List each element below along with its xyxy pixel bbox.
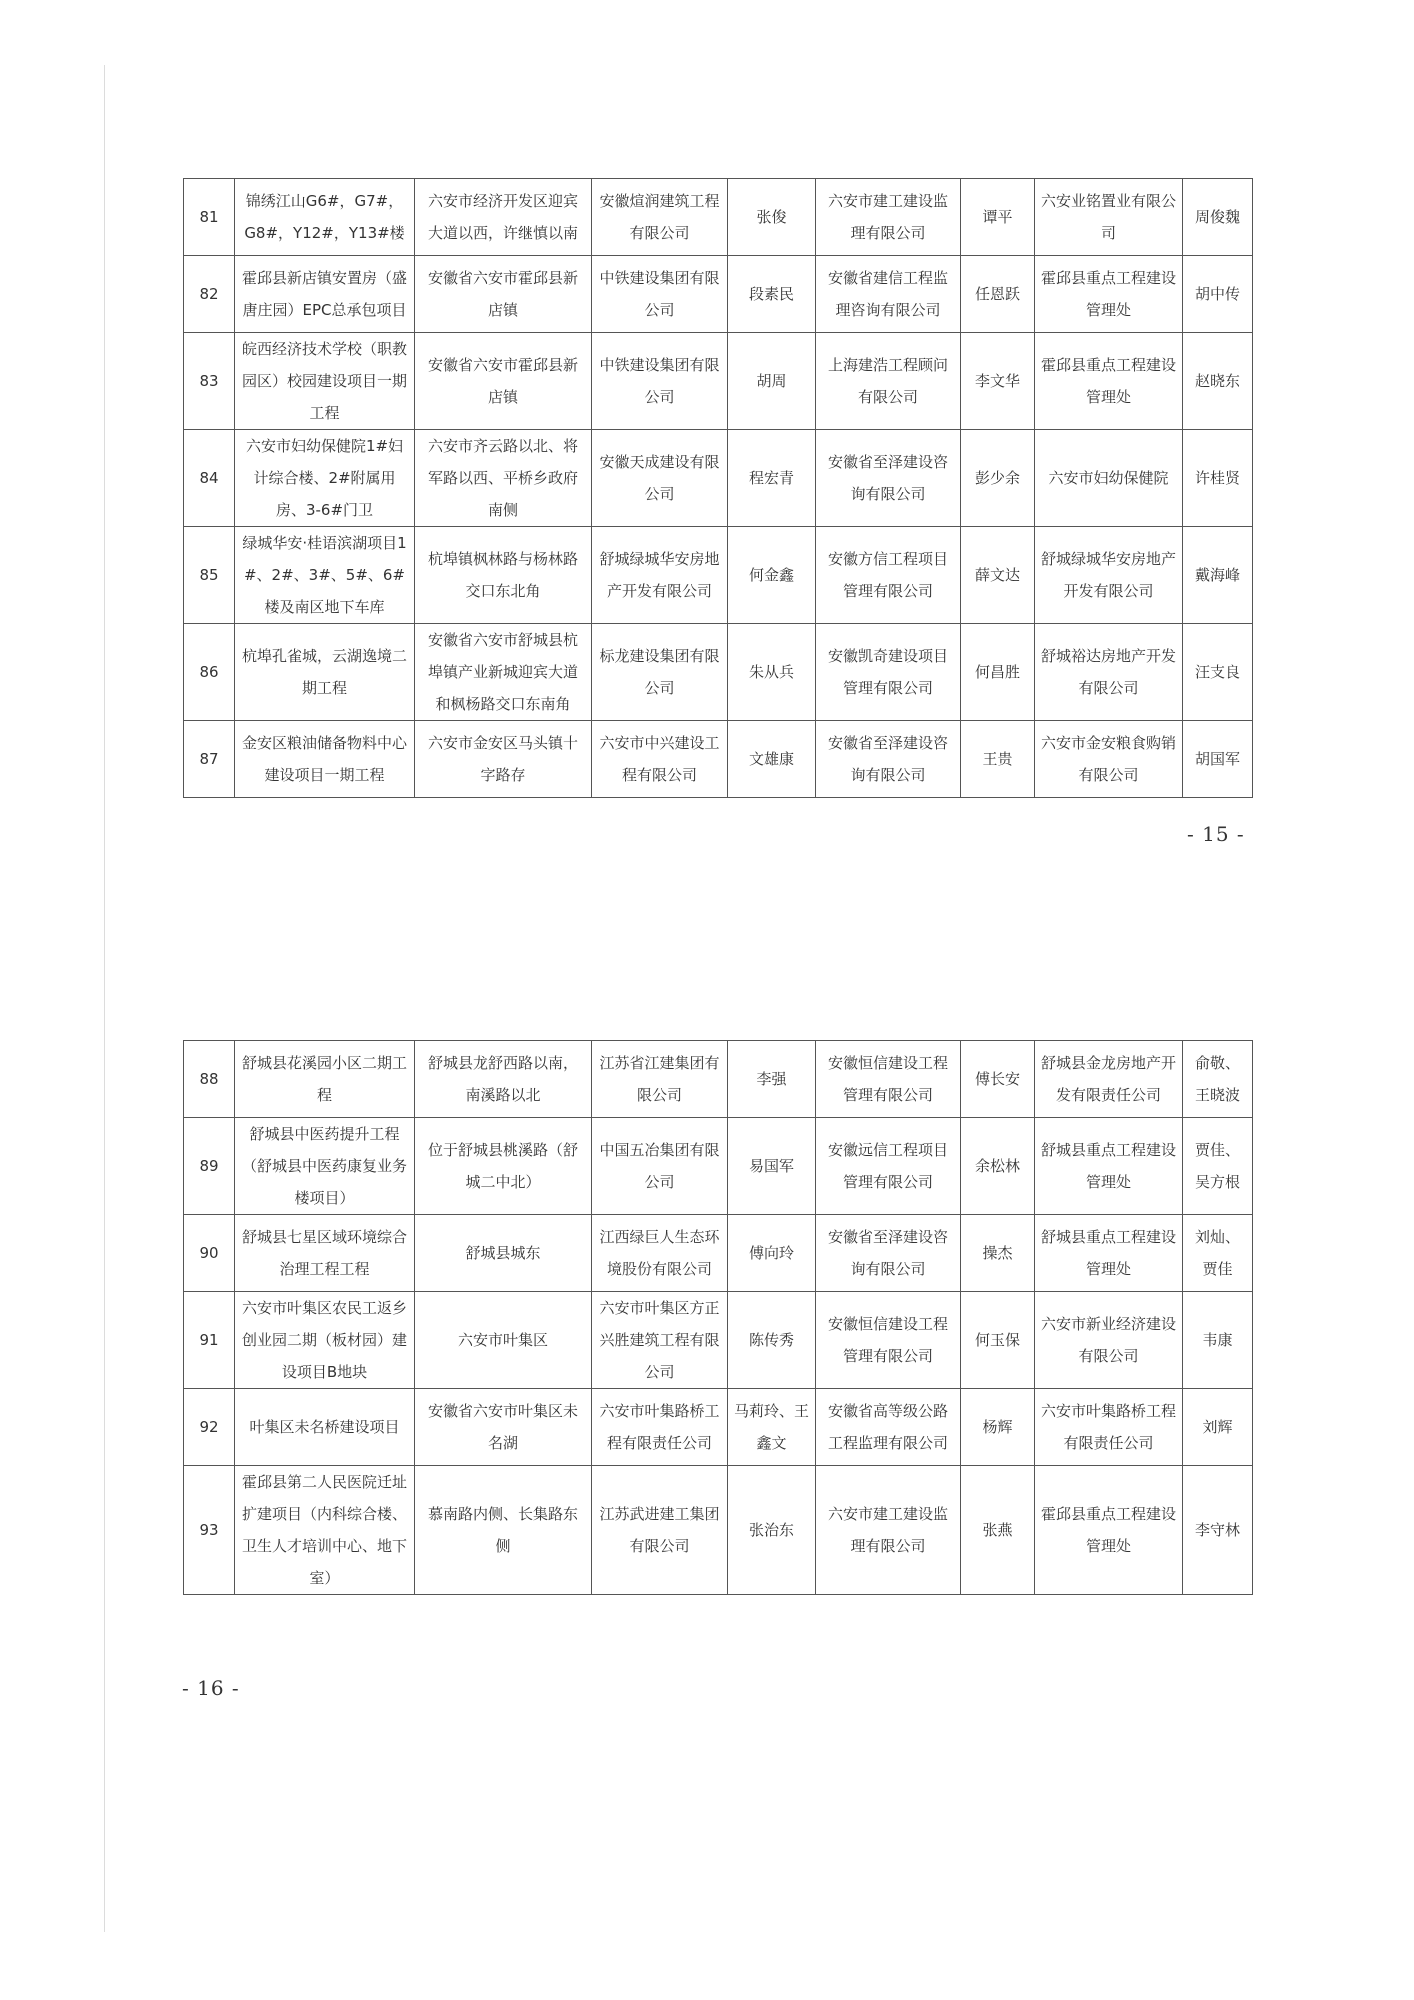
table-row	[184, 179, 1253, 256]
page-number: - 15 -	[1187, 822, 1245, 846]
chief-supervisor-cell: 王贵	[961, 721, 1035, 798]
location-cell: 舒城县龙舒西路以南，南溪路以北	[415, 1041, 592, 1118]
chief-supervisor-cell: 薛文达	[961, 527, 1035, 624]
owner-representative-cell: 赵晓东	[1183, 333, 1253, 430]
project-manager-cell: 易国军	[728, 1118, 816, 1215]
owner-unit-cell: 六安业铭置业有限公司	[1035, 179, 1183, 256]
chief-supervisor-cell: 操杰	[961, 1215, 1035, 1292]
project-name-cell: 锦绣江山G6#，G7#，G8#，Y12#，Y13#楼	[235, 179, 415, 256]
owner-unit-cell: 六安市金安粮食购销有限公司	[1035, 721, 1183, 798]
chief-supervisor-cell: 彭少余	[961, 430, 1035, 527]
project-name-cell: 皖西经济技术学校（职教园区）校园建设项目一期工程	[235, 333, 415, 430]
project-manager-cell: 陈传秀	[728, 1292, 816, 1389]
project-manager-cell: 何金鑫	[728, 527, 816, 624]
chief-supervisor-cell: 何昌胜	[961, 624, 1035, 721]
supervision-company-cell: 安徽省至泽建设咨询有限公司	[816, 721, 961, 798]
owner-unit-cell: 六安市妇幼保健院	[1035, 430, 1183, 527]
chief-supervisor-cell: 傅长安	[961, 1041, 1035, 1118]
project-name-cell: 杭埠孔雀城，云湖逸境二期工程	[235, 624, 415, 721]
construction-company-cell: 六安市叶集路桥工程有限责任公司	[592, 1389, 728, 1466]
project-manager-cell: 朱从兵	[728, 624, 816, 721]
project-manager-cell: 张治东	[728, 1466, 816, 1595]
table-row	[184, 624, 1253, 721]
owner-unit-cell: 六安市叶集路桥工程有限责任公司	[1035, 1389, 1183, 1466]
table-row	[184, 1215, 1253, 1292]
construction-company-cell: 六安市叶集区方正兴胜建筑工程有限公司	[592, 1292, 728, 1389]
location-cell: 六安市经济开发区迎宾大道以西，许继慎以南	[415, 179, 592, 256]
table-row	[184, 1118, 1253, 1215]
project-name-cell: 金安区粮油储备物料中心建设项目一期工程	[235, 721, 415, 798]
project-manager-cell: 张俊	[728, 179, 816, 256]
construction-company-cell: 江苏省江建集团有限公司	[592, 1041, 728, 1118]
row-number-cell: 92	[184, 1389, 235, 1466]
location-cell: 安徽省六安市霍邱县新店镇	[415, 333, 592, 430]
construction-company-cell: 舒城绿城华安房地产开发有限公司	[592, 527, 728, 624]
project-name-cell: 舒城县七星区域环境综合治理工程工程	[235, 1215, 415, 1292]
owner-representative-cell: 胡中传	[1183, 256, 1253, 333]
location-cell: 安徽省六安市叶集区未名湖	[415, 1389, 592, 1466]
location-cell: 六安市金安区马头镇十字路存	[415, 721, 592, 798]
chief-supervisor-cell: 张燕	[961, 1466, 1035, 1595]
location-cell: 六安市叶集区	[415, 1292, 592, 1389]
owner-representative-cell: 周俊魏	[1183, 179, 1253, 256]
chief-supervisor-cell: 何玉保	[961, 1292, 1035, 1389]
owner-unit-cell: 舒城县重点工程建设管理处	[1035, 1118, 1183, 1215]
chief-supervisor-cell: 余松林	[961, 1118, 1035, 1215]
owner-representative-cell: 胡国军	[1183, 721, 1253, 798]
project-name-cell: 舒城县花溪园小区二期工程	[235, 1041, 415, 1118]
row-number-cell: 89	[184, 1118, 235, 1215]
row-number-cell: 82	[184, 256, 235, 333]
owner-unit-cell: 六安市新业经济建设有限公司	[1035, 1292, 1183, 1389]
chief-supervisor-cell: 谭平	[961, 179, 1035, 256]
owner-representative-cell: 汪支良	[1183, 624, 1253, 721]
row-number-cell: 93	[184, 1466, 235, 1595]
owner-unit-cell: 舒城县重点工程建设管理处	[1035, 1215, 1183, 1292]
table-row	[184, 430, 1253, 527]
construction-company-cell: 六安市中兴建设工程有限公司	[592, 721, 728, 798]
supervision-company-cell: 六安市建工建设监理有限公司	[816, 1466, 961, 1595]
project-manager-cell: 马莉玲、王鑫文	[728, 1389, 816, 1466]
row-number-cell: 84	[184, 430, 235, 527]
row-number-cell: 87	[184, 721, 235, 798]
project-manager-cell: 程宏青	[728, 430, 816, 527]
project-name-cell: 舒城县中医药提升工程（舒城县中医药康复业务楼项目）	[235, 1118, 415, 1215]
table-row	[184, 1292, 1253, 1389]
project-table	[183, 178, 1253, 798]
project-table	[183, 1040, 1253, 1595]
construction-company-cell: 江西绿巨人生态环境股份有限公司	[592, 1215, 728, 1292]
margin-line	[104, 65, 105, 1000]
owner-unit-cell: 霍邱县重点工程建设管理处	[1035, 256, 1183, 333]
table-row	[184, 1466, 1253, 1595]
project-manager-cell: 胡周	[728, 333, 816, 430]
owner-unit-cell: 霍邱县重点工程建设管理处	[1035, 333, 1183, 430]
project-manager-cell: 段素民	[728, 256, 816, 333]
construction-company-cell: 中铁建设集团有限公司	[592, 256, 728, 333]
owner-representative-cell: 李守林	[1183, 1466, 1253, 1595]
owner-representative-cell: 戴海峰	[1183, 527, 1253, 624]
location-cell: 安徽省六安市舒城县杭埠镇产业新城迎宾大道和枫杨路交口东南角	[415, 624, 592, 721]
supervision-company-cell: 安徽恒信建设工程管理有限公司	[816, 1041, 961, 1118]
project-name-cell: 霍邱县新店镇安置房（盛唐庄园）EPC总承包项目	[235, 256, 415, 333]
supervision-company-cell: 安徽方信工程项目管理有限公司	[816, 527, 961, 624]
table-row	[184, 527, 1253, 624]
supervision-company-cell: 安徽远信工程项目管理有限公司	[816, 1118, 961, 1215]
chief-supervisor-cell: 李文华	[961, 333, 1035, 430]
construction-company-cell: 安徽煊润建筑工程有限公司	[592, 179, 728, 256]
chief-supervisor-cell: 任恩跃	[961, 256, 1035, 333]
owner-representative-cell: 刘灿、贾佳	[1183, 1215, 1253, 1292]
row-number-cell: 90	[184, 1215, 235, 1292]
project-name-cell: 六安市叶集区农民工返乡创业园二期（板材园）建设项目B地块	[235, 1292, 415, 1389]
location-cell: 安徽省六安市霍邱县新店镇	[415, 256, 592, 333]
owner-representative-cell: 贾佳、吴方根	[1183, 1118, 1253, 1215]
supervision-company-cell: 安徽省高等级公路工程监理有限公司	[816, 1389, 961, 1466]
owner-representative-cell: 许桂贤	[1183, 430, 1253, 527]
location-cell: 慕南路内侧、长集路东侧	[415, 1466, 592, 1595]
supervision-company-cell: 安徽省建信工程监理咨询有限公司	[816, 256, 961, 333]
row-number-cell: 83	[184, 333, 235, 430]
construction-company-cell: 江苏武进建工集团有限公司	[592, 1466, 728, 1595]
location-cell: 六安市齐云路以北、将军路以西、平桥乡政府南侧	[415, 430, 592, 527]
supervision-company-cell: 安徽恒信建设工程管理有限公司	[816, 1292, 961, 1389]
project-manager-cell: 文雄康	[728, 721, 816, 798]
owner-representative-cell: 俞敬、王晓波	[1183, 1041, 1253, 1118]
table-row	[184, 1389, 1253, 1466]
row-number-cell: 88	[184, 1041, 235, 1118]
construction-company-cell: 安徽天成建设有限公司	[592, 430, 728, 527]
supervision-company-cell: 上海建浩工程顾问有限公司	[816, 333, 961, 430]
supervision-company-cell: 安徽省至泽建设咨询有限公司	[816, 1215, 961, 1292]
owner-representative-cell: 刘辉	[1183, 1389, 1253, 1466]
project-name-cell: 叶集区未名桥建设项目	[235, 1389, 415, 1466]
location-cell: 杭埠镇枫林路与杨林路交口东北角	[415, 527, 592, 624]
project-manager-cell: 李强	[728, 1041, 816, 1118]
owner-unit-cell: 舒城县金龙房地产开发有限责任公司	[1035, 1041, 1183, 1118]
supervision-company-cell: 安徽凯奇建设项目管理有限公司	[816, 624, 961, 721]
location-cell: 位于舒城县桃溪路（舒城二中北）	[415, 1118, 592, 1215]
project-name-cell: 霍邱县第二人民医院迁址扩建项目（内科综合楼、卫生人才培训中心、地下室）	[235, 1466, 415, 1595]
row-number-cell: 85	[184, 527, 235, 624]
project-manager-cell: 傅向玲	[728, 1215, 816, 1292]
construction-company-cell: 标龙建设集团有限公司	[592, 624, 728, 721]
chief-supervisor-cell: 杨辉	[961, 1389, 1035, 1466]
owner-unit-cell: 舒城绿城华安房地产开发有限公司	[1035, 527, 1183, 624]
construction-company-cell: 中铁建设集团有限公司	[592, 333, 728, 430]
owner-unit-cell: 舒城裕达房地产开发有限公司	[1035, 624, 1183, 721]
project-name-cell: 六安市妇幼保健院1#妇计综合楼、2#附属用房、3-6#门卫	[235, 430, 415, 527]
margin-line	[104, 1000, 105, 1932]
page-16	[0, 1000, 1414, 2000]
row-number-cell: 86	[184, 624, 235, 721]
owner-unit-cell: 霍邱县重点工程建设管理处	[1035, 1466, 1183, 1595]
table-row	[184, 256, 1253, 333]
table-row	[184, 333, 1253, 430]
row-number-cell: 81	[184, 179, 235, 256]
owner-representative-cell: 韦康	[1183, 1292, 1253, 1389]
supervision-company-cell: 安徽省至泽建设咨询有限公司	[816, 430, 961, 527]
table-row	[184, 1041, 1253, 1118]
page-number: - 16 -	[182, 1676, 240, 1700]
construction-company-cell: 中国五冶集团有限公司	[592, 1118, 728, 1215]
supervision-company-cell: 六安市建工建设监理有限公司	[816, 179, 961, 256]
row-number-cell: 91	[184, 1292, 235, 1389]
table-row	[184, 721, 1253, 798]
location-cell: 舒城县城东	[415, 1215, 592, 1292]
project-name-cell: 绿城华安·桂语滨湖项目1#、2#、3#、5#、6#楼及南区地下车库	[235, 527, 415, 624]
